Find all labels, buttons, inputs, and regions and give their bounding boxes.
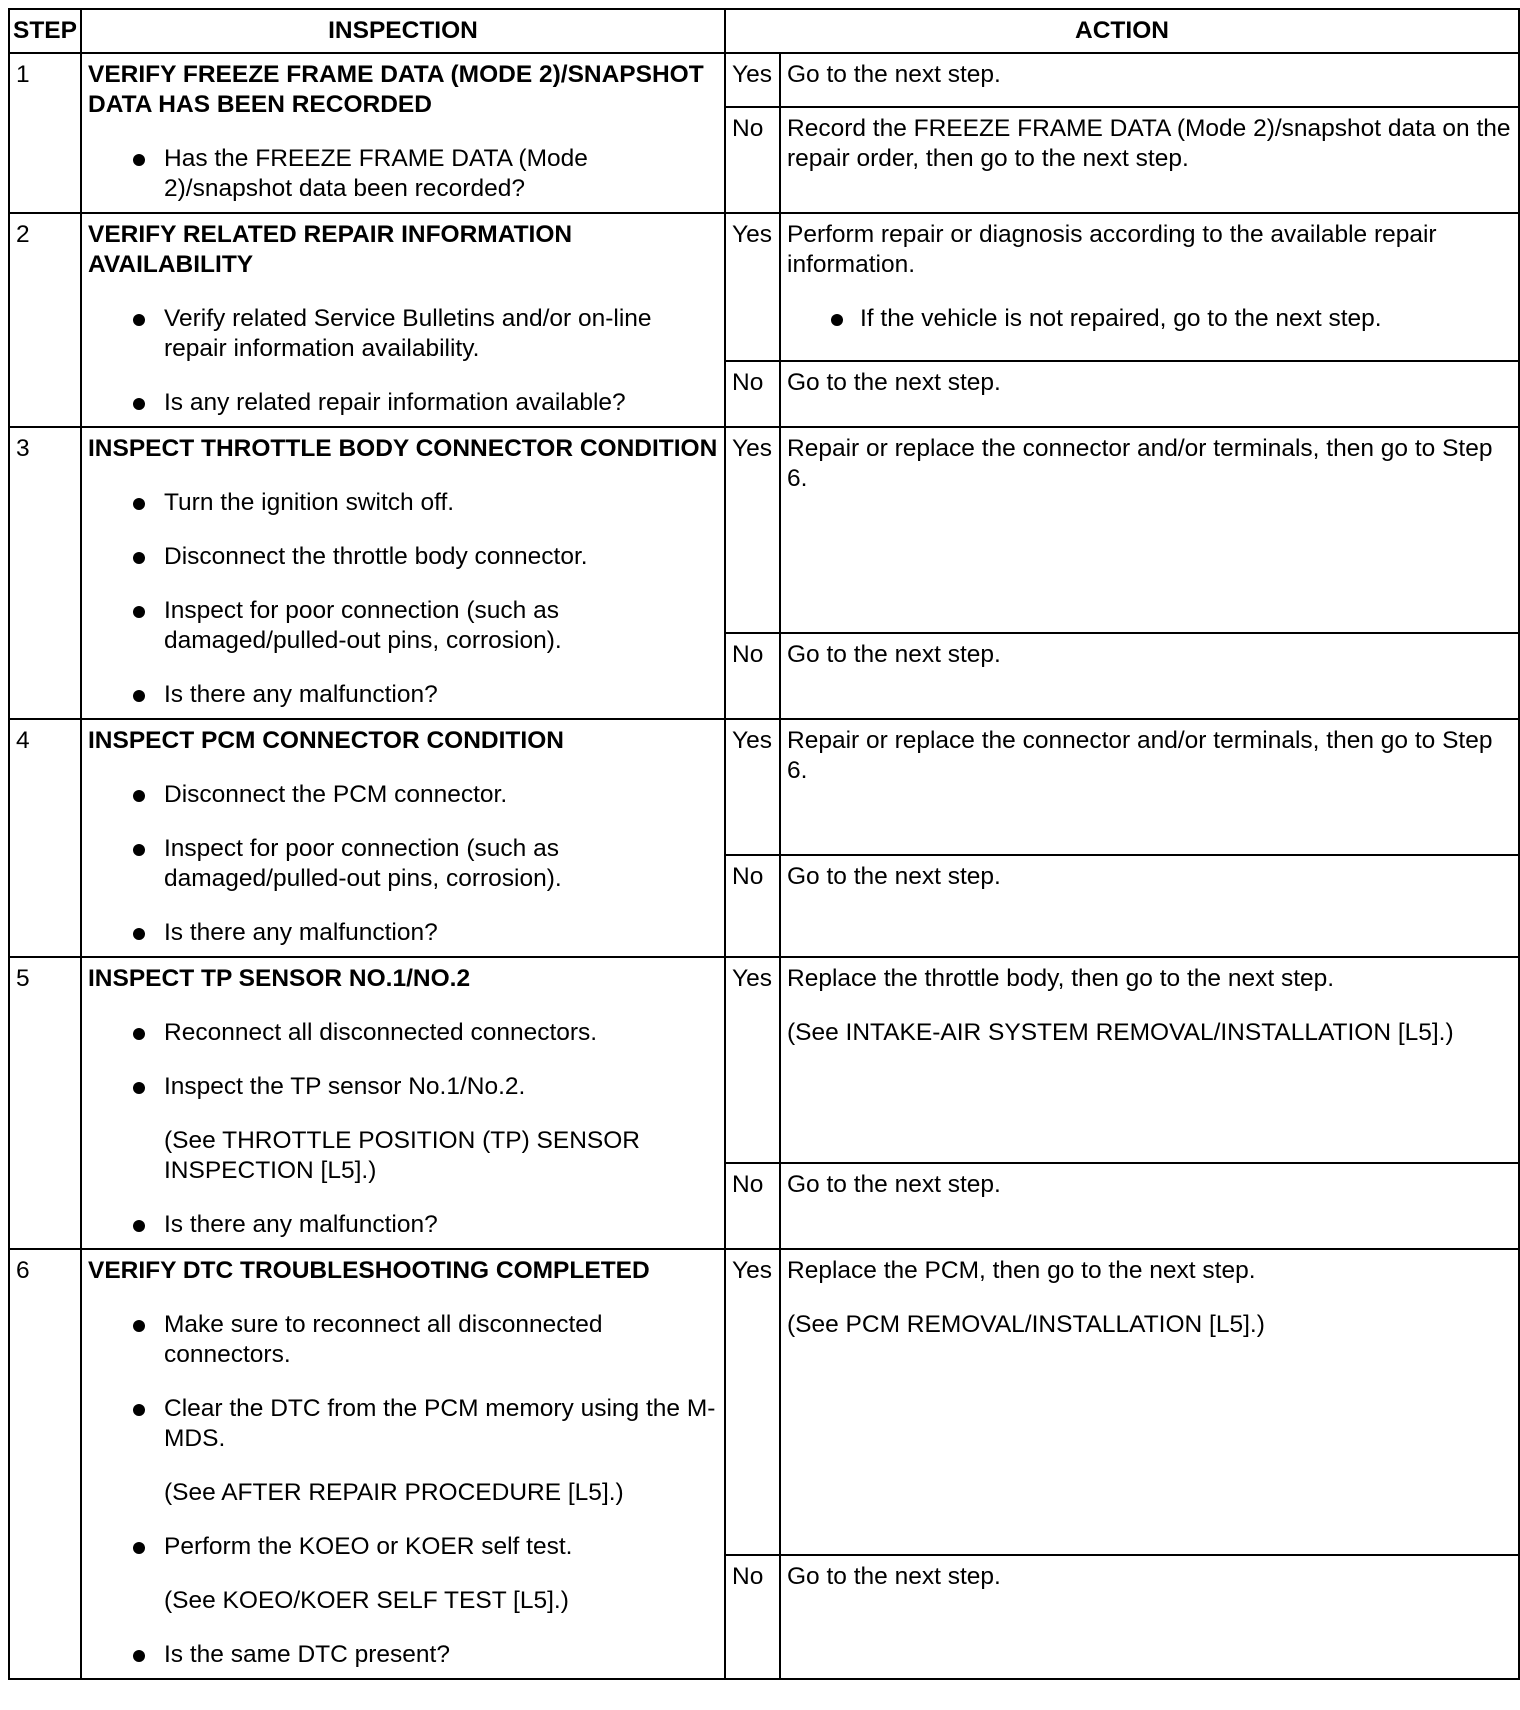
inspection-reference: (See AFTER REPAIR PROCEDURE [L5].): [164, 1479, 624, 1506]
yes-label: Yes: [725, 957, 780, 1163]
yes-label: Yes: [725, 1249, 780, 1555]
step-2-inspection: [81, 213, 725, 427]
inspection-reference: (See THROTTLE POSITION (TP) SENSOR INSPECTION [L5].): [164, 1127, 641, 1184]
no-label: No: [725, 855, 780, 957]
diagnostic-procedure-table: [8, 8, 1520, 1680]
step-6-yes-row: [9, 1249, 1519, 1555]
step-number: 2: [9, 213, 81, 427]
yes-action: Repair or replace the connector and/or terminals, then go to Step 6.: [780, 427, 1519, 633]
inspection-bullet: Make sure to reconnect all disconnected connectors.: [88, 1310, 718, 1370]
no-action: Go to the next step.: [780, 1555, 1519, 1679]
step-number: 5: [9, 957, 81, 1249]
inspection-bullet: Is there any malfunction?: [88, 918, 718, 948]
step-5-yes-row: [9, 957, 1519, 1163]
inspection-bullet: Verify related Service Bulletins and/or on-line repair information availability.: [88, 304, 718, 364]
yes-action-reference: (See INTAKE-AIR SYSTEM REMOVAL/INSTALLATION [L5].): [787, 1019, 1454, 1046]
inspection-bullet: Clear the DTC from the PCM memory using the M-MDS.: [88, 1394, 718, 1454]
no-action: Go to the next step.: [780, 633, 1519, 719]
inspection-bullet: Inspect the TP sensor No.1/No.2.: [88, 1072, 718, 1102]
no-action: Record the FREEZE FRAME DATA (Mode 2)/snapshot data on the repair order, then go to the next step.: [780, 107, 1519, 213]
step-4-inspection: [81, 719, 725, 957]
no-label: No: [725, 361, 780, 427]
no-label: No: [725, 107, 780, 213]
yes-action-text: Perform repair or diagnosis according to the available repair information.: [787, 221, 1437, 278]
action-bullet: If the vehicle is not repaired, go to the next step.: [787, 304, 1512, 334]
inspection-bullet: Disconnect the throttle body connector.: [88, 542, 718, 572]
no-label: No: [725, 1555, 780, 1679]
yes-label: Yes: [725, 53, 780, 107]
step-5-inspection: [81, 957, 725, 1249]
yes-label: Yes: [725, 427, 780, 633]
step-3-yes-row: [9, 427, 1519, 633]
step-6-inspection: [81, 1249, 725, 1679]
inspection-bullet: Inspect for poor connection (such as damaged/pulled-out pins, corrosion).: [88, 596, 718, 656]
inspection-bullet: Has the FREEZE FRAME DATA (Mode 2)/snapshot data been recorded?: [88, 144, 718, 204]
step-title: INSPECT PCM CONNECTOR CONDITION: [88, 727, 564, 754]
no-label: No: [725, 633, 780, 719]
step-3-inspection: [81, 427, 725, 719]
step-title: INSPECT TP SENSOR NO.1/NO.2: [88, 965, 471, 992]
no-action: Go to the next step.: [780, 1163, 1519, 1249]
inspection-bullet: Is there any malfunction?: [88, 680, 718, 710]
step-1-yes-row: [9, 53, 1519, 107]
inspection-bullet: Inspect for poor connection (such as damaged/pulled-out pins, corrosion).: [88, 834, 718, 894]
yes-action: [780, 1249, 1519, 1555]
step-title: VERIFY RELATED REPAIR INFORMATION AVAILABILITY: [88, 221, 573, 278]
yes-action: Repair or replace the connector and/or terminals, then go to Step 6.: [780, 719, 1519, 855]
yes-label: Yes: [725, 719, 780, 855]
step-title: VERIFY FREEZE FRAME DATA (MODE 2)/SNAPSHOT DATA HAS BEEN RECORDED: [88, 61, 704, 118]
procedure-table-container: [8, 8, 1520, 1680]
no-label: No: [725, 1163, 780, 1249]
step-number: 3: [9, 427, 81, 719]
header-step: STEP: [9, 9, 81, 53]
inspection-bullet: Turn the ignition switch off.: [88, 488, 718, 518]
inspection-bullet: Disconnect the PCM connector.: [88, 780, 718, 810]
inspection-bullet: Reconnect all disconnected connectors.: [88, 1018, 718, 1048]
yes-label: Yes: [725, 213, 780, 361]
yes-action: Go to the next step.: [780, 53, 1519, 107]
yes-action: [780, 213, 1519, 361]
step-number: 4: [9, 719, 81, 957]
inspection-bullet: Perform the KOEO or KOER self test.: [88, 1532, 718, 1562]
inspection-reference: (See KOEO/KOER SELF TEST [L5].): [164, 1587, 569, 1614]
yes-action-reference: (See PCM REMOVAL/INSTALLATION [L5].): [787, 1311, 1265, 1338]
step-4-yes-row: [9, 719, 1519, 855]
no-action: Go to the next step.: [780, 361, 1519, 427]
no-action: Go to the next step.: [780, 855, 1519, 957]
inspection-bullet: Is any related repair information available?: [88, 388, 718, 418]
yes-action-text: Replace the throttle body, then go to the next step.: [787, 965, 1335, 992]
yes-action: [780, 957, 1519, 1163]
header-action: ACTION: [725, 9, 1519, 53]
yes-action-text: Replace the PCM, then go to the next step.: [787, 1257, 1256, 1284]
step-number: 6: [9, 1249, 81, 1679]
inspection-bullet: Is there any malfunction?: [88, 1210, 718, 1240]
inspection-bullet: Is the same DTC present?: [88, 1640, 718, 1670]
step-2-yes-row: [9, 213, 1519, 361]
step-title: INSPECT THROTTLE BODY CONNECTOR CONDITION: [88, 435, 718, 462]
step-title: VERIFY DTC TROUBLESHOOTING COMPLETED: [88, 1257, 650, 1284]
step-1-inspection: [81, 53, 725, 213]
step-number: 1: [9, 53, 81, 213]
header-inspection: INSPECTION: [81, 9, 725, 53]
header-row: [9, 9, 1519, 53]
